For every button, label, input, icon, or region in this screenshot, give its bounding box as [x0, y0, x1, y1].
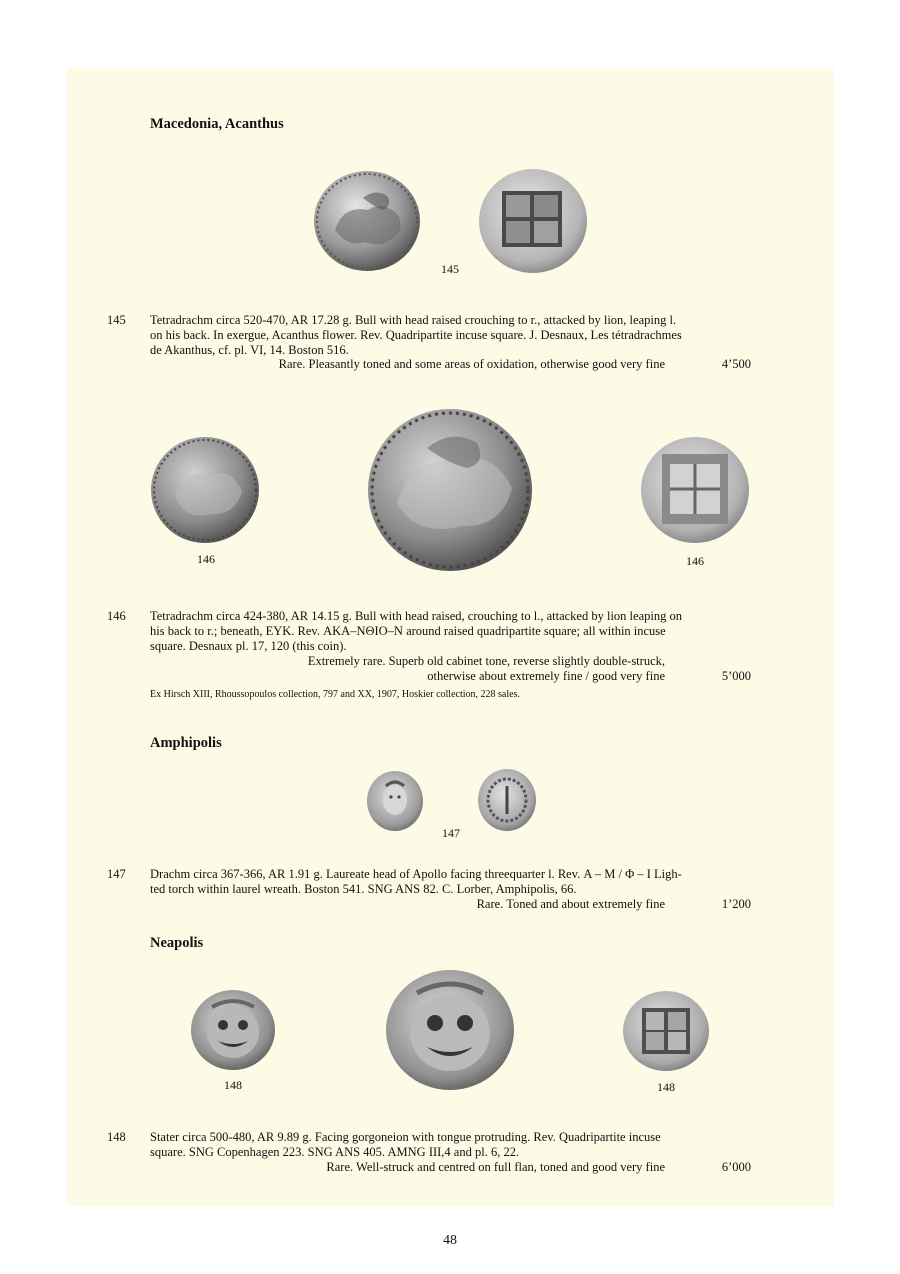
lot-provenance-146: Ex Hirsch XIII, Rhoussopoulos collection, 797 and XX, 1907, Hoskier collection, 228 sales. — [150, 689, 520, 700]
page-number: 48 — [443, 1233, 457, 1248]
lot-condition-145: Rare. Pleasantly toned and some areas of oxidation, otherwise good very fine — [278, 357, 665, 371]
section-title-neapolis: Neapolis — [150, 935, 204, 951]
coin-image-146-obverse — [150, 436, 260, 544]
lot-price-148: 6’000 — [721, 1160, 751, 1174]
lot-146-line-1: Tetradrachm circa 424-380, AR 14.15 g. Bull with head raised, crouching to l., attacked by lion leaping on — [150, 609, 682, 623]
lot-description-147 — [150, 867, 751, 897]
section-title-acanthus: Macedonia, Acanthus — [150, 116, 284, 132]
lot-condition-148: Rare. Well-struck and centred on full flan, toned and good very fine — [326, 1160, 665, 1174]
coin-image-148-reverse — [622, 990, 710, 1072]
lot-number-146: 146 — [107, 609, 126, 623]
coin-image-145-reverse — [478, 168, 588, 274]
lot-number-147: 147 — [107, 867, 126, 881]
coin-caption-146-left: 146 — [197, 552, 215, 566]
coin-image-148-enlarged — [385, 969, 515, 1091]
lot-148-line-1: Stater circa 500-480, AR 9.89 g. Facing gorgoneion with tongue protruding. Rev. Quadripartite incuse — [150, 1130, 661, 1144]
coin-caption-148-left: 148 — [224, 1078, 242, 1092]
lot-description-145 — [150, 313, 751, 358]
lot-description-146 — [150, 609, 751, 654]
lot-condition-146-line-1: Extremely rare. Superb old cabinet tone, reverse slightly double-struck, — [307, 654, 665, 668]
lot-147-line-2: ted torch within laurel wreath. Boston 541. SNG ANS 82. C. Lorber, Amphipolis, 66. — [150, 882, 577, 896]
lot-price-146: 5’000 — [721, 669, 751, 683]
coin-image-147-obverse — [366, 770, 424, 832]
lot-condition-146-line-2: otherwise about extremely fine / good very fine — [427, 669, 665, 683]
lot-146-line-3: square. Desnaux pl. 17, 120 (this coin). — [150, 639, 347, 653]
lot-146-line-2: his back to r.; beneath, ΕΥΚ. Rev. ΑΚΑ–ΝΘΙΟ–Ν around raised quadripartite square; all within incuse — [150, 624, 666, 638]
lot-price-147: 1’200 — [721, 897, 751, 911]
lot-145-line-3: de Akanthus, cf. pl. VI, 14. Boston 516. — [150, 343, 349, 357]
lot-number-148: 148 — [107, 1130, 126, 1144]
coin-image-146-enlarged — [367, 408, 533, 572]
lot-145-line-2: on his back. In exergue, Acanthus flower. Rev. Quadripartite incuse square. J. Desnaux, Les tétradrachmes — [150, 328, 682, 342]
coin-image-148-obverse — [190, 989, 276, 1071]
coin-caption-145: 145 — [441, 262, 459, 276]
coin-caption-146-right: 146 — [686, 554, 704, 568]
lot-description-148 — [150, 1130, 751, 1160]
coin-caption-147: 147 — [442, 826, 460, 840]
lot-147-line-1: Drachm circa 367-366, AR 1.91 g. Laureate head of Apollo facing threequarter l. Rev. Α – Μ / Φ – Ι Ligh- — [150, 867, 682, 881]
lot-148-line-2: square. SNG Copenhagen 223. SNG ANS 405. AMNG III,4 and pl. 6, 22. — [150, 1145, 520, 1159]
coin-image-147-reverse — [477, 768, 537, 832]
coin-image-145-obverse — [313, 170, 421, 272]
coin-image-146-reverse — [640, 436, 750, 544]
lot-condition-147: Rare. Toned and about extremely fine — [476, 897, 665, 911]
coin-caption-148-right: 148 — [657, 1080, 675, 1094]
lot-145-line-1: Tetradrachm circa 520-470, AR 17.28 g. Bull with head raised crouching to r., attacked by lion, leaping l. — [150, 313, 677, 327]
lot-price-145: 4’500 — [721, 357, 751, 371]
section-title-amphipolis: Amphipolis — [150, 735, 222, 751]
lot-number-145: 145 — [107, 313, 126, 327]
